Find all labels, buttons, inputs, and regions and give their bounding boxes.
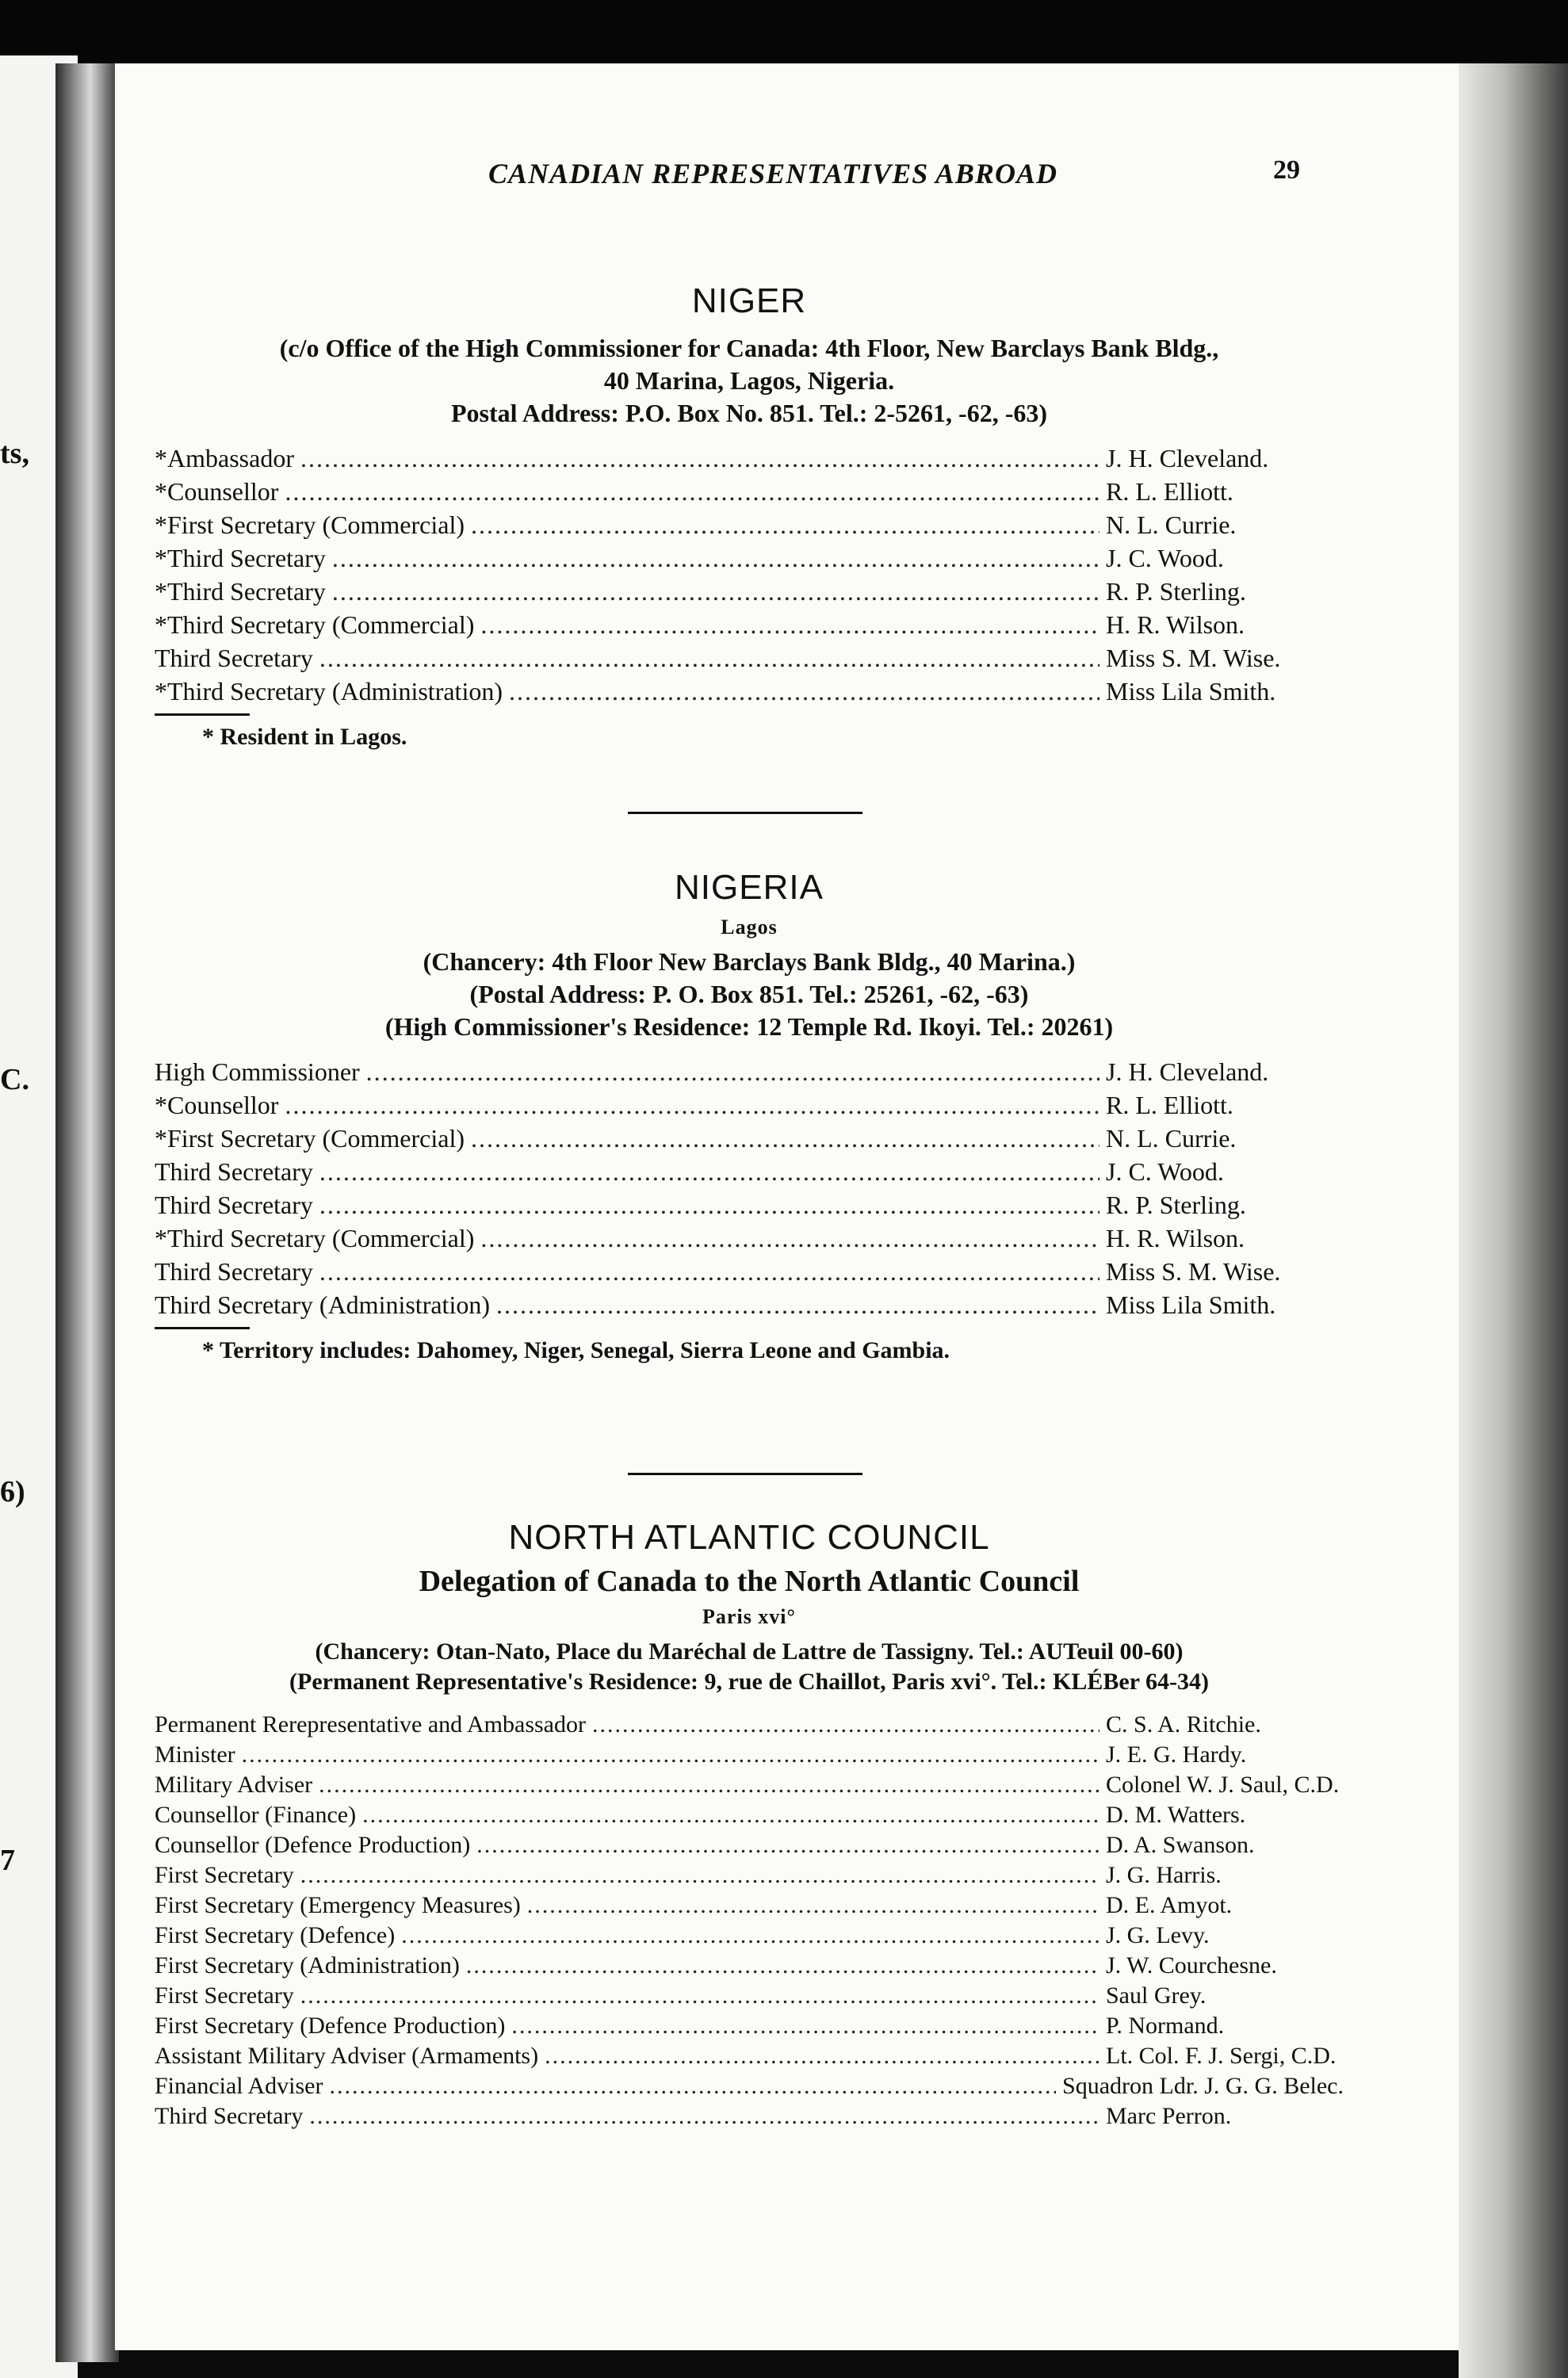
staff-row bbox=[155, 1224, 1344, 1257]
staff-list bbox=[155, 444, 1344, 710]
staff-row bbox=[155, 1741, 1344, 1772]
address-line: (c/o Office of the High Commissioner for Canada: 4th Floor, New Barclays Bank Bldg., bbox=[279, 334, 1219, 362]
staff-position: Permanent Rerepresentative and Ambassador bbox=[155, 1711, 586, 1738]
page-right-edge bbox=[1459, 63, 1568, 2378]
staff-position: *Third Secretary (Administration) bbox=[155, 677, 503, 705]
staff-list bbox=[155, 1711, 1344, 2133]
dot-leader bbox=[545, 2043, 1100, 2070]
section-north-atlantic-council bbox=[155, 1518, 1344, 2133]
staff-name: Marc Perron. bbox=[1106, 2103, 1232, 2129]
section-divider bbox=[628, 1473, 862, 1475]
staff-name: H. R. Wilson. bbox=[1106, 1224, 1245, 1252]
staff-row bbox=[155, 677, 1344, 710]
address-line: (Chancery: Otan-Nato, Place du Maréchal de Lattre de Tassigny. Tel.: AUTeuil 00-60) bbox=[315, 1638, 1184, 1665]
address-block bbox=[155, 332, 1344, 430]
adjacent-page-fragment: C. bbox=[0, 1063, 29, 1096]
footnote-rule bbox=[155, 1327, 250, 1329]
staff-row bbox=[155, 1091, 1344, 1124]
staff-position: Third Secretary bbox=[155, 1257, 313, 1286]
dot-leader bbox=[319, 1191, 1100, 1220]
staff-row bbox=[155, 444, 1344, 477]
staff-row bbox=[155, 1711, 1344, 1741]
address-line: (Permanent Representative's Residence: 9, rue de Chaillot, Paris xvi°. Tel.: KLÉBer 64-34) bbox=[289, 1669, 1209, 1695]
staff-name: Colonel W. J. Saul, C.D. bbox=[1106, 1772, 1340, 1798]
dot-leader bbox=[471, 1124, 1100, 1153]
staff-name: H. R. Wilson. bbox=[1106, 610, 1245, 639]
staff-row bbox=[155, 1892, 1344, 1922]
address-line: Postal Address: P.O. Box No. 851. Tel.: 2-5261, -62, -63) bbox=[450, 399, 1048, 427]
staff-position: *Third Secretary bbox=[155, 544, 326, 572]
staff-row bbox=[155, 1772, 1344, 1802]
dot-leader bbox=[362, 1802, 1100, 1829]
dot-leader bbox=[509, 677, 1100, 706]
staff-position: *Counsellor bbox=[155, 477, 279, 506]
staff-position: *First Secretary (Commercial) bbox=[155, 1124, 465, 1153]
staff-position: Third Secretary bbox=[155, 1191, 313, 1219]
staff-row bbox=[155, 2013, 1344, 2043]
staff-position: First Secretary (Defence) bbox=[155, 1922, 396, 1948]
section-title: NIGER bbox=[691, 281, 807, 320]
page-number: 29 bbox=[1273, 155, 1300, 185]
staff-row bbox=[155, 1832, 1344, 1862]
staff-list bbox=[155, 1057, 1344, 1324]
staff-row bbox=[155, 2073, 1344, 2103]
staff-position: First Secretary bbox=[155, 1862, 294, 1888]
staff-name: Miss S. M. Wise. bbox=[1106, 644, 1281, 672]
dot-leader bbox=[511, 2013, 1100, 2040]
staff-name: R. P. Sterling. bbox=[1106, 1191, 1246, 1219]
staff-position: Minister bbox=[155, 1741, 235, 1768]
staff-position: *Counsellor bbox=[155, 1091, 279, 1119]
staff-name: Squadron Ldr. J. G. G. Belec. bbox=[1062, 2073, 1344, 2099]
dot-leader bbox=[471, 510, 1100, 540]
staff-name: P. Normand. bbox=[1106, 2013, 1225, 2039]
address-line: (Postal Address: P. O. Box 851. Tel.: 25261, -62, -63) bbox=[469, 980, 1029, 1008]
staff-row bbox=[155, 2043, 1344, 2073]
staff-row bbox=[155, 1290, 1344, 1324]
staff-name: J. H. Cleveland. bbox=[1106, 1057, 1269, 1086]
staff-row bbox=[155, 577, 1344, 610]
city-line: Lagos bbox=[721, 916, 778, 939]
staff-name: R. L. Elliott. bbox=[1106, 1091, 1233, 1119]
dot-leader bbox=[319, 644, 1100, 673]
dot-leader bbox=[319, 1157, 1100, 1187]
staff-position: First Secretary (Emergency Measures) bbox=[155, 1892, 521, 1918]
staff-row bbox=[155, 1124, 1344, 1157]
address-line: (High Commissioner's Residence: 12 Temple Rd. Ikoyi. Tel.: 20261) bbox=[384, 1012, 1114, 1041]
staff-name: Miss S. M. Wise. bbox=[1106, 1257, 1281, 1286]
dot-leader bbox=[300, 1982, 1100, 2009]
dot-leader bbox=[496, 1290, 1100, 1320]
running-head: CANADIAN REPRESENTATIVES ABROAD bbox=[488, 158, 1057, 189]
staff-row bbox=[155, 1952, 1344, 1982]
staff-name: Miss Lila Smith. bbox=[1106, 1290, 1276, 1319]
dot-leader bbox=[332, 577, 1100, 606]
staff-name: J. H. Cleveland. bbox=[1106, 444, 1269, 472]
staff-row bbox=[155, 1802, 1344, 1832]
staff-row bbox=[155, 477, 1344, 510]
staff-row bbox=[155, 544, 1344, 577]
dot-leader bbox=[300, 1862, 1100, 1889]
staff-position: First Secretary (Administration) bbox=[155, 1952, 460, 1978]
address-block bbox=[155, 1637, 1344, 1697]
staff-position: Third Secretary bbox=[155, 644, 313, 672]
dot-leader bbox=[366, 1057, 1100, 1087]
section-subtitle: Delegation of Canada to the North Atlantic Council bbox=[419, 1565, 1080, 1598]
staff-name: R. P. Sterling. bbox=[1106, 577, 1246, 606]
dot-leader bbox=[592, 1711, 1100, 1738]
adjacent-page-fragment: 6) bbox=[0, 1475, 25, 1508]
staff-row bbox=[155, 1862, 1344, 1892]
section-title: NORTH ATLANTIC COUNCIL bbox=[508, 1518, 990, 1557]
footnote: * Territory includes: Dahomey, Niger, Senegal, Sierra Leone and Gambia. bbox=[202, 1337, 950, 1363]
staff-name: J. E. G. Hardy. bbox=[1106, 1741, 1247, 1768]
dot-leader bbox=[480, 1224, 1100, 1253]
staff-position: Third Secretary (Administration) bbox=[155, 1290, 490, 1319]
dot-leader bbox=[480, 610, 1100, 640]
staff-row bbox=[155, 1157, 1344, 1191]
adjacent-page-fragment: 7 bbox=[0, 1844, 15, 1877]
staff-position: Assistant Military Adviser (Armaments) bbox=[155, 2043, 539, 2069]
staff-name: J. G. Harris. bbox=[1106, 1862, 1222, 1888]
staff-name: C. S. A. Ritchie. bbox=[1106, 1711, 1261, 1738]
adjacent-page-fragment: ts, bbox=[0, 437, 29, 470]
dot-leader bbox=[319, 1257, 1100, 1286]
staff-position: High Commissioner bbox=[155, 1057, 360, 1086]
dot-leader bbox=[309, 2103, 1100, 2130]
address-block bbox=[155, 946, 1344, 1043]
dot-leader bbox=[300, 444, 1100, 473]
dot-leader bbox=[242, 1741, 1100, 1768]
staff-position: *First Secretary (Commercial) bbox=[155, 510, 465, 539]
staff-position: *Third Secretary (Commercial) bbox=[155, 1224, 475, 1252]
address-line: (Chancery: 4th Floor New Barclays Bank Bldg., 40 Marina.) bbox=[423, 947, 1076, 976]
staff-name: J. W. Courchesne. bbox=[1106, 1952, 1277, 1978]
staff-position: First Secretary bbox=[155, 1982, 294, 2009]
staff-name: D. M. Watters. bbox=[1106, 1802, 1246, 1828]
staff-position: Counsellor (Defence Production) bbox=[155, 1832, 471, 1858]
staff-name: J. C. Wood. bbox=[1106, 1157, 1224, 1186]
section-niger bbox=[155, 281, 1344, 751]
staff-position: *Third Secretary bbox=[155, 577, 326, 606]
staff-name: R. L. Elliott. bbox=[1106, 477, 1233, 506]
staff-row bbox=[155, 610, 1344, 644]
staff-name: N. L. Currie. bbox=[1106, 510, 1237, 539]
staff-row bbox=[155, 510, 1344, 544]
staff-row bbox=[155, 1191, 1344, 1224]
section-title: NIGERIA bbox=[675, 868, 824, 907]
staff-row bbox=[155, 644, 1344, 677]
dot-leader bbox=[329, 2073, 1056, 2100]
staff-position: Third Secretary bbox=[155, 2103, 304, 2129]
dot-leader bbox=[285, 477, 1100, 507]
staff-row bbox=[155, 1982, 1344, 2013]
dot-leader bbox=[466, 1952, 1100, 1979]
section-divider bbox=[628, 812, 862, 814]
dot-leader bbox=[527, 1892, 1100, 1919]
staff-position: *Third Secretary (Commercial) bbox=[155, 610, 475, 639]
section-nigeria bbox=[155, 868, 1344, 1364]
staff-row bbox=[155, 1922, 1344, 1952]
staff-position: *Ambassador bbox=[155, 444, 294, 472]
staff-position: First Secretary (Defence Production) bbox=[155, 2013, 506, 2039]
dot-leader bbox=[476, 1832, 1100, 1859]
staff-name: Lt. Col. F. J. Sergi, C.D. bbox=[1106, 2043, 1337, 2069]
address-line: 40 Marina, Lagos, Nigeria. bbox=[603, 366, 895, 395]
staff-position: Third Secretary bbox=[155, 1157, 313, 1186]
staff-row bbox=[155, 2103, 1344, 2133]
staff-name: D. E. Amyot. bbox=[1106, 1892, 1233, 1918]
footnote-rule bbox=[155, 713, 250, 716]
staff-row bbox=[155, 1057, 1344, 1091]
staff-position: Military Adviser bbox=[155, 1772, 313, 1798]
staff-name: D. A. Swanson. bbox=[1106, 1832, 1255, 1858]
dot-leader bbox=[319, 1772, 1100, 1799]
footnote: * Resident in Lagos. bbox=[202, 724, 407, 750]
staff-name: J. C. Wood. bbox=[1106, 544, 1224, 572]
dot-leader bbox=[401, 1922, 1100, 1949]
scan-top-border bbox=[0, 0, 1568, 67]
staff-position: Counsellor (Finance) bbox=[155, 1802, 357, 1828]
staff-row bbox=[155, 1257, 1344, 1290]
staff-name: Saul Grey. bbox=[1106, 1982, 1207, 2009]
dot-leader bbox=[332, 544, 1100, 573]
staff-name: N. L. Currie. bbox=[1106, 1124, 1237, 1153]
staff-position: Financial Adviser bbox=[155, 2073, 323, 2099]
staff-name: Miss Lila Smith. bbox=[1106, 677, 1276, 705]
dot-leader bbox=[285, 1091, 1100, 1120]
city-line: Paris xvi° bbox=[702, 1605, 796, 1628]
staff-name: J. G. Levy. bbox=[1106, 1922, 1210, 1948]
book-binding-shadow bbox=[55, 63, 119, 2362]
